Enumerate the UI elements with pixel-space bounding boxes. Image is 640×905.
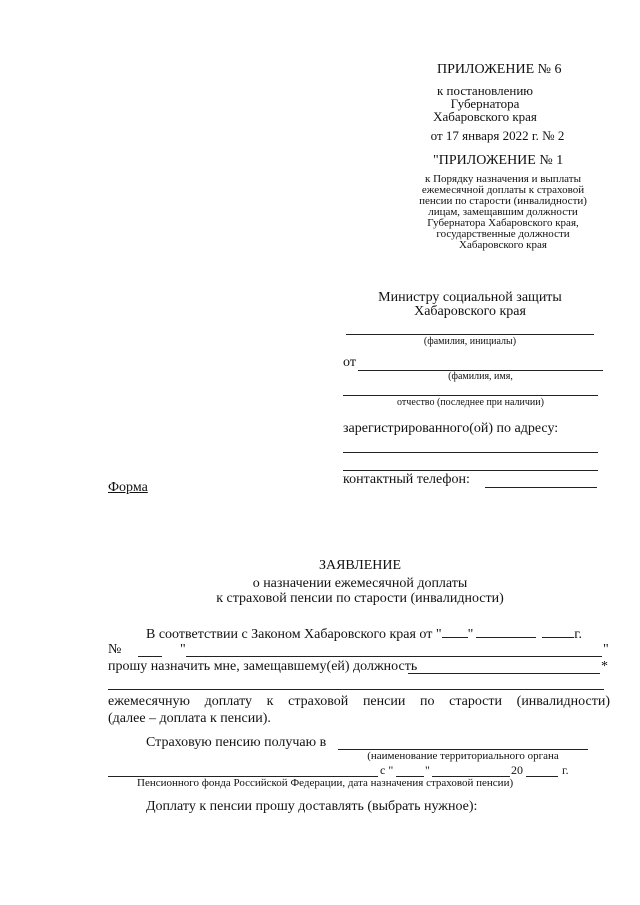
statement-subtitle-2: к страховой пенсии по старости (инвалидности) (216, 591, 504, 606)
law-day-field[interactable] (442, 625, 468, 638)
appendix-1-line: пенсии по старости (инвалидности) (419, 195, 587, 207)
appendix-1-line: к Порядку назначения и выплаты (425, 173, 581, 185)
territorial-hint: (наименование территориального органа (367, 750, 559, 762)
law-number-no-label: № (108, 642, 122, 657)
appendix-1-line: ежемесячной доплаты к страховой (421, 184, 585, 196)
law-reference-text: В соответствии с Законом Хабаровского края от " (146, 627, 442, 642)
address-field-line-1[interactable] (343, 452, 598, 453)
patronymic-hint: отчество (последнее при наличии) (397, 397, 544, 408)
governor-line: Губернатора (450, 96, 520, 111)
law-name-field[interactable] (186, 656, 602, 657)
address-field-line-2[interactable] (343, 470, 598, 471)
law-quote: " (467, 627, 474, 642)
law-name-close-quote: " (603, 642, 609, 657)
law-name-open-quote: " (180, 642, 186, 657)
patronymic-field-line[interactable] (343, 395, 598, 396)
from-hint: (фамилия, имя, (448, 371, 513, 382)
pf-hint: Пенсионного фонда Российской Федерации, дата назначения страховой пенсии) (137, 777, 514, 789)
law-year-field[interactable] (542, 625, 574, 638)
position-field-line-2[interactable] (108, 689, 604, 690)
name-field-line[interactable] (346, 334, 594, 335)
appendix-1-line: государственные должности (436, 228, 570, 240)
phone-label: контактный телефон: (343, 472, 470, 487)
pension-from-label: Страховую пенсию получаю в (146, 735, 327, 750)
statement-subtitle-1: о назначении ежемесячной доплаты (252, 576, 468, 591)
year-suffix: г. (562, 763, 569, 777)
minister-line-2: Хабаровского края (414, 304, 526, 319)
phone-field-line[interactable] (485, 487, 597, 488)
date-line: от 17 января 2022 г. № 2 (430, 128, 565, 143)
statement-title: ЗАЯВЛЕНИЕ (318, 558, 402, 573)
appendix-6-title: ПРИЛОЖЕНИЕ № 6 (437, 62, 562, 77)
since-quote: " (425, 763, 430, 777)
asterisk: * (601, 659, 608, 674)
law-reference (146, 625, 582, 643)
request-line: прошу назначить мне, замещавшему(ей) должность (108, 659, 418, 674)
supplement-text-1: ежемесячную доплату к страховой пенсии по старости (инвалидности) (108, 694, 610, 709)
appendix-1-line: Хабаровского края (459, 239, 547, 251)
resolution-line: к постановлению (436, 83, 534, 98)
delivery-line: Доплату к пенсии прошу доставлять (выбрать нужное): (146, 799, 478, 814)
appendix-1-line: Губернатора Хабаровского края, (427, 217, 579, 229)
law-year-suffix: г. (574, 627, 582, 642)
year-prefix: 20 (511, 763, 523, 777)
law-month-field[interactable] (476, 625, 536, 638)
from-label: от (343, 355, 356, 370)
registered-label: зарегистрированного(ой) по адресу: (343, 421, 559, 436)
form-label: Форма (108, 480, 148, 495)
name-hint: (фамилия, инициалы) (423, 336, 517, 347)
since-label: с " (380, 763, 394, 777)
since-year-field[interactable] (526, 776, 558, 777)
position-field[interactable] (408, 673, 600, 674)
appendix-1-line: лицам, замещавшим должности (428, 206, 578, 218)
region-line: Хабаровского края (433, 109, 537, 124)
appendix-1-title: "ПРИЛОЖЕНИЕ № 1 (433, 153, 564, 168)
supplement-text-2: (далее – доплата к пенсии). (108, 711, 271, 726)
minister-line-1: Министру социальной защиты (378, 290, 562, 305)
law-number-field[interactable] (138, 656, 162, 657)
